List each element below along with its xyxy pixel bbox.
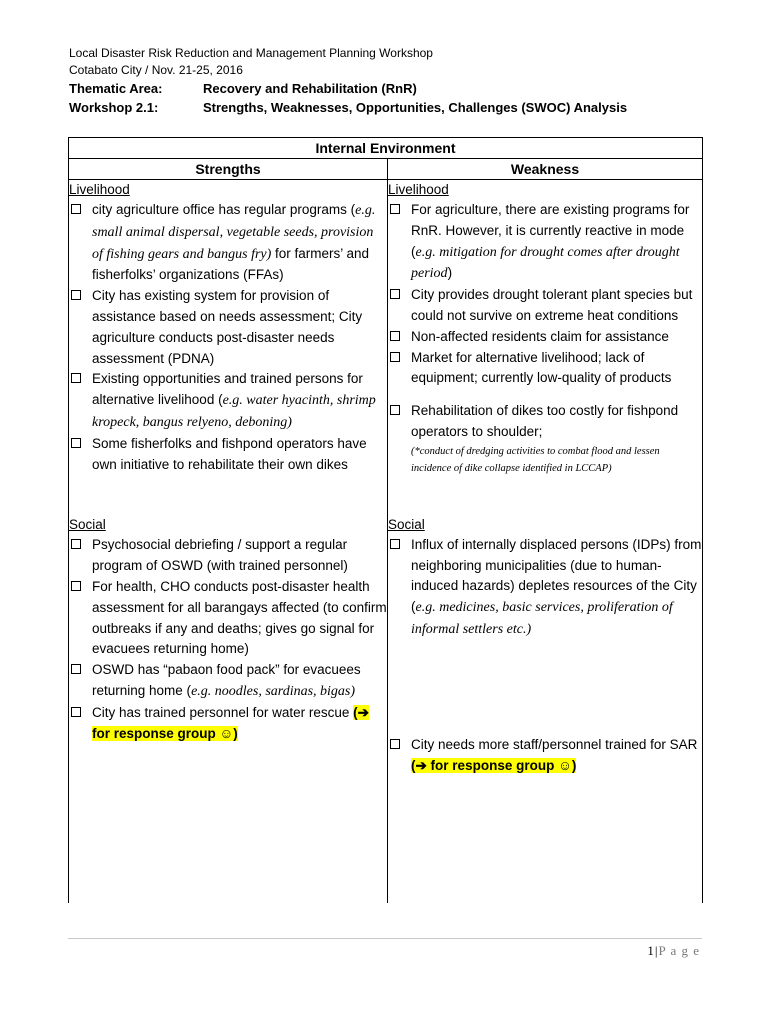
item-text: Psychosocial debriefing / support a regular program of OSWD (with trained personnel) (92, 537, 348, 574)
list-item (388, 735, 702, 777)
checkbox-bullet-icon (71, 707, 81, 717)
strengths-social-list (69, 535, 387, 744)
list-item (69, 434, 387, 476)
list-item (69, 286, 387, 369)
item-text: city agriculture office has regular programs ( (92, 202, 356, 217)
checkbox-bullet-icon (390, 204, 400, 214)
item-text: City has existing system for provision of assistance based on needs assessment; City agriculture conducts post-disaster needs assessment (PDNA) (92, 288, 363, 366)
list-item (388, 327, 702, 348)
weakness-cell (388, 180, 703, 904)
item-example: e.g. noodles, sardinas, bigas) (191, 683, 356, 699)
list-item (388, 200, 702, 285)
workshop-label: Workshop 2.1: (69, 100, 159, 115)
item-example: e.g. small animal dispersal, vegetable seeds, provision of fishing gears and bangus fry) (92, 203, 376, 262)
list-item (69, 200, 387, 286)
checkbox-bullet-icon (71, 438, 81, 448)
item-text: OSWD has “pabaon food pack” for evacuees returning home ( (92, 662, 361, 698)
list-item (69, 369, 387, 433)
location-date: Cotabato City / Nov. 21-25, 2016 (69, 63, 243, 77)
workshop-value: Strengths, Weaknesses, Opportunities, Challenges (SWOC) Analysis (203, 100, 628, 115)
strengths-livelihood-title: Livelihood (69, 182, 130, 197)
item-text: Existing opportunities and trained persons for alternative livelihood ( (92, 371, 363, 408)
weakness-header: Weakness (388, 159, 703, 180)
checkbox-bullet-icon (71, 664, 81, 674)
list-item (69, 577, 387, 660)
item-text: Some fisherfolks and fishpond operators have own initiative to rehabilitate their own dikes (92, 435, 367, 472)
weakness-livelihood-title: Livelihood (388, 182, 449, 197)
item-text: Non-affected residents claim for assistance (411, 328, 669, 344)
checkbox-bullet-icon (390, 289, 400, 299)
item-text: for farmers’ and fisherfolks’ organizations (FFAs) (92, 245, 370, 283)
weakness-social-title: Social (388, 516, 425, 532)
page-footer (647, 943, 700, 959)
page-number: 1 (647, 943, 655, 958)
item-example: e.g. water hyacinth, shrimp kropeck, bangus relyeno, deboning) (92, 393, 376, 430)
item-text: ) (447, 265, 453, 281)
item-example: e.g. mitigation for drought comes after drought period (411, 244, 680, 282)
item-text: Influx of internally displaced persons (IDPs) from neighboring municipalities (due to human-induced hazards) depletes resources of the City ( (411, 536, 702, 615)
checkbox-bullet-icon (390, 405, 400, 415)
checkbox-bullet-icon (71, 204, 81, 214)
item-example: e.g. medicines, basic services, proliferation of informal settlers etc.) (411, 600, 673, 637)
list-item (69, 660, 387, 703)
workshop-title: Local Disaster Risk Reduction and Management Planning Workshop (69, 46, 433, 60)
page-word: P a g e (658, 943, 700, 958)
thematic-area-row (69, 79, 709, 98)
checkbox-bullet-icon (390, 331, 400, 341)
weakness-livelihood-list (388, 200, 702, 389)
highlight-response-group: (➔ for response group ☺) (411, 757, 577, 773)
checkbox-bullet-icon (390, 539, 400, 549)
item-note: (*conduct of dredging activities to combat flood and lessen incidence of dike collapse identified in LCCAP) (411, 445, 660, 474)
item-text: Market for alternative livelihood; lack of equipment; currently low-quality of products (411, 349, 672, 386)
checkbox-bullet-icon (71, 373, 81, 383)
item-text: City has trained personnel for water rescue (92, 704, 354, 720)
checkbox-bullet-icon (71, 539, 81, 549)
item-text: City needs more staff/personnel trained for SAR (411, 736, 698, 752)
list-item (69, 703, 387, 745)
item-text: Rehabilitation of dikes too costly for fishpond operators to shoulder; (411, 403, 679, 439)
strengths-header: Strengths (69, 159, 388, 180)
strengths-cell (69, 180, 388, 904)
weakness-social-list-2 (388, 735, 702, 777)
table-title: Internal Environment (69, 138, 703, 159)
weakness-livelihood-list-2 (388, 401, 702, 477)
item-text: For health, CHO conducts post-disaster health assessment for all barangays affected (to confirm outbreaks if any and deaths; gives go signal for evacuees returning home) (92, 578, 387, 657)
page-separator: | (654, 943, 659, 958)
list-item (388, 348, 702, 390)
strengths-social-title: Social (69, 517, 106, 533)
strengths-livelihood-list (69, 200, 387, 475)
weakness-social-list (388, 535, 702, 641)
thematic-area-value: Recovery and Rehabilitation (RnR) (203, 81, 417, 96)
checkbox-bullet-icon (71, 290, 81, 300)
list-item (69, 535, 387, 577)
highlight-response-group: (➔ for response group ☺) (92, 704, 369, 741)
list-item (388, 285, 702, 327)
document-header (69, 45, 709, 117)
checkbox-bullet-icon (390, 352, 400, 362)
list-item (388, 401, 702, 477)
checkbox-bullet-icon (390, 739, 400, 749)
footer-rule (68, 938, 702, 939)
item-text: City provides drought tolerant plant species but could not survive on extreme heat conditions (411, 287, 693, 323)
workshop-row (69, 98, 709, 117)
item-text: For agriculture, there are existing programs for RnR. However, it is currently reactive in mode ( (411, 202, 690, 259)
list-item (388, 535, 702, 641)
swoc-table (68, 137, 703, 903)
thematic-area-label: Thematic Area: (69, 81, 163, 96)
checkbox-bullet-icon (71, 581, 81, 591)
